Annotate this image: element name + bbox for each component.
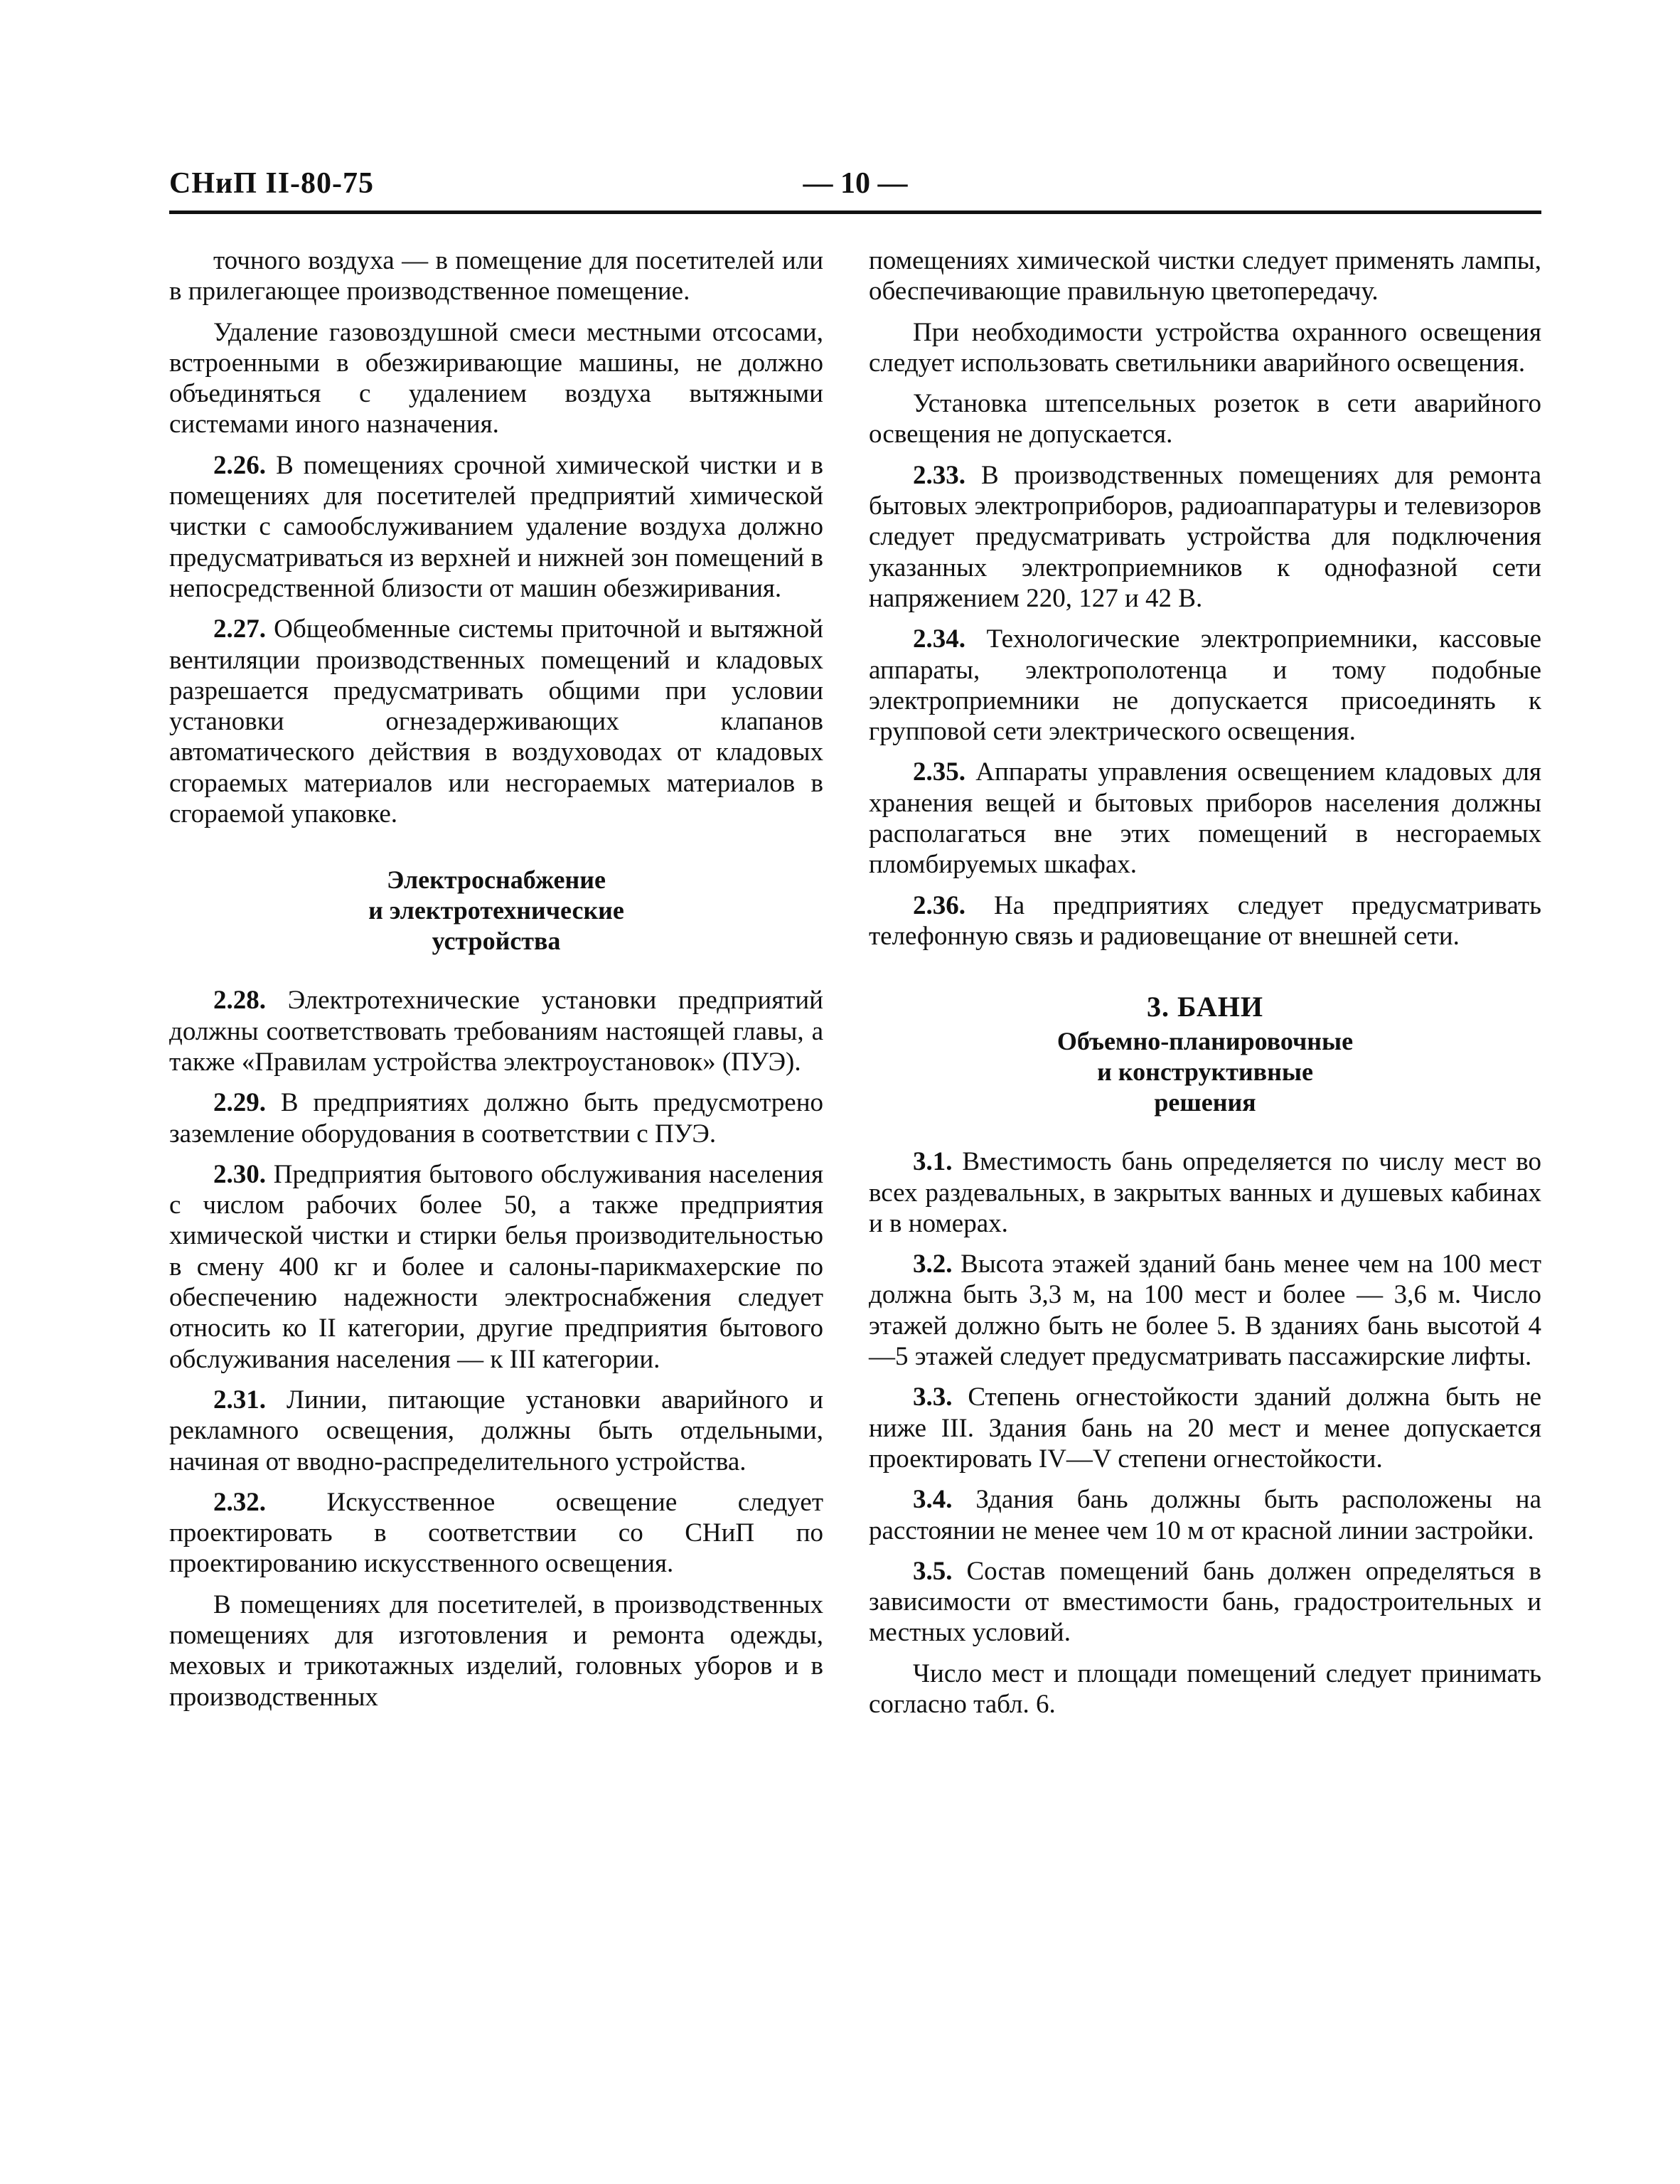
paragraph-text: Состав помещений бань должен определяться в зависимости от вместимости бань, градостроительных и местных условий. xyxy=(869,1556,1542,1648)
paragraph xyxy=(869,1146,1541,1239)
paragraph-text: помещениях химической чистки следует применять лампы, обеспечивающие правильную цветопередачу. xyxy=(869,246,1541,307)
section-title-baths: 3. БАНИ xyxy=(1146,991,1264,1023)
paragraph xyxy=(169,1589,823,1712)
page-header xyxy=(169,164,1541,214)
clause-number: 2.31. xyxy=(213,1385,266,1415)
heading-line: Объемно-планировочные xyxy=(1056,1027,1354,1056)
paragraph-text: Установка штепсельных розеток в сети аварийного освещения не допускается. xyxy=(869,389,1541,449)
paragraph xyxy=(869,388,1541,450)
clause-number: 2.27. xyxy=(213,614,266,644)
paragraph-text: Линии, питающие установки аварийного и рекламного освещения, должны быть отдельными, начиная от вводно-распределительного устройства. xyxy=(169,1385,823,1476)
paragraph xyxy=(869,1249,1541,1372)
paragraph-text: Предприятия бытового обслуживания населения с числом рабочих более 50, а также предприятия химической чистки и стирки белья производительностью в смену 400 кг и более и салоны-парикмахерские по обеспечению надежности электроснабжения следует относить ко II категории, другие предприятия бытового обслуживания населения — к III категории. xyxy=(169,1159,823,1374)
clause-number: 2.35. xyxy=(913,757,965,787)
clause-number: 2.30. xyxy=(213,1159,266,1189)
clause-number: 3.3. xyxy=(913,1383,953,1412)
clause-number: 3.5. xyxy=(913,1556,953,1586)
paragraph-text: Удаление газовоздушной смеси местными отсосами, встроенными в обезжиривающие машины, не должно объединяться с удалением воздуха вытяжными системами иного назначения. xyxy=(169,317,823,440)
paragraph xyxy=(869,1484,1541,1546)
document-code: СНиП II-80-75 xyxy=(169,167,375,200)
paragraph xyxy=(169,985,823,1077)
paragraph xyxy=(869,460,1541,614)
paragraph xyxy=(169,450,823,604)
paragraph xyxy=(869,624,1541,747)
heading-line: устройства xyxy=(432,927,561,956)
section-heading-electric xyxy=(169,865,823,957)
right-paragraphs xyxy=(869,245,1541,952)
paragraph-text: Электротехнические установки предприятий должны соответствовать требованиям настоящей главы, а также «Правилам устройства электроустановок» (ПУЭ). xyxy=(169,986,823,1077)
paragraph-text: Число мест и площади помещений следует принимать согласно табл. 6. xyxy=(869,1658,1541,1719)
paragraph-text: Искусственное освещение следует проектировать в соответствии со СНиП по проектированию искусственного освещения. xyxy=(169,1487,824,1579)
paragraph-text: Степень огнестойкости зданий должна быть не ниже III. Здания бань на 20 мест и менее допускается проектировать IV—V степени огнестойкости. xyxy=(869,1383,1541,1474)
paragraph-text: Здания бань должны быть расположены на расстоянии не менее чем 10 м от красной линии застройки. xyxy=(869,1485,1541,1545)
left-paragraphs xyxy=(169,245,823,829)
heading-line: и электротехнические xyxy=(368,896,624,925)
paragraph-text: В помещениях для посетителей, в производственных помещениях для изготовления и ремонта одежды, меховых и трикотажных изделий, головных уборов и в производственных xyxy=(169,1589,823,1712)
left-paragraphs-after xyxy=(169,985,823,1712)
paragraph xyxy=(169,614,823,829)
paragraph xyxy=(169,317,823,440)
paragraph-text: В производственных помещениях для ремонта бытовых электроприборов, радиоаппаратуры и телевизоров следует предусматривать устройства для подключения указанных электроприемников к однофазной сети напряжением 220, 127 и 42 В. xyxy=(869,460,1542,613)
clause-number: 2.26. xyxy=(213,450,266,480)
paragraph-text: При необходимости устройства охранного освещения следует использовать светильники аварийного освещения. xyxy=(869,317,1541,378)
paragraph-text: Высота этажей зданий бань менее чем на 100 мест должна быть 3,3 м, на 100 мест и более — 3,6 м. Число этажей должно быть не более 5. В зданиях бань высотой 4—5 этажей следует предусматривать пассажирские лифты. xyxy=(869,1250,1541,1372)
clause-number: 2.32. xyxy=(213,1487,266,1517)
paragraph-text: В помещениях срочной химической чистки и в помещениях для посетителей предприятий химической чистки с самообслуживанием удаление воздуха должно предусматриваться из верхней и нижней зон помещений в непосредственной близости от машин обезжиривания. xyxy=(169,450,824,603)
clause-number: 2.34. xyxy=(913,624,965,654)
paragraph-text: В предприятиях должно быть предусмотрено заземление оборудования в соответствии с ПУЭ. xyxy=(169,1088,824,1149)
heading-line: решения xyxy=(1154,1088,1256,1117)
clause-number: 2.28. xyxy=(213,986,266,1016)
paragraph xyxy=(869,890,1541,952)
clause-number: 3.2. xyxy=(913,1250,953,1279)
right-column xyxy=(869,245,1541,1720)
paragraph xyxy=(169,1087,823,1149)
paragraph xyxy=(869,317,1541,379)
clause-number: 3.1. xyxy=(913,1147,953,1177)
right-paragraphs-after xyxy=(869,1146,1541,1720)
paragraph xyxy=(869,245,1541,307)
paragraph xyxy=(869,757,1541,880)
clause-number: 2.29. xyxy=(213,1088,266,1118)
paragraph-text: Общеобменные системы приточной и вытяжной вентиляции производственных помещений и кладовых разрешается предусматривать общими при условии установки огнезадерживающих клапанов автоматического действия в воздуховодах от кладовых сгораемых материалов или несгораемых материалов в сгораемой упаковке. xyxy=(169,614,824,829)
section-heading-baths xyxy=(869,1026,1541,1118)
paragraph xyxy=(869,1658,1541,1720)
clause-number: 3.4. xyxy=(913,1485,953,1515)
clause-number: 2.33. xyxy=(913,460,965,490)
paragraph-text: Вместимость бань определяется по числу мест во всех раздевальных, в закрытых ванных и душевых кабинах и в номерах. xyxy=(869,1147,1541,1238)
paragraph xyxy=(869,1556,1541,1648)
left-column xyxy=(169,245,823,1712)
heading-line: Электроснабжение xyxy=(387,865,606,895)
heading-line: и конструктивные xyxy=(1097,1058,1313,1087)
paragraph-text: Аппараты управления освещением кладовых для хранения вещей и бытовых приборов населения должны располагаться вне этих помещений в несгораемых пломбируемых шкафах. xyxy=(869,757,1542,880)
paragraph-text: На предприятиях следует предусматривать телефонную связь и радиовещание от внешней сети. xyxy=(869,890,1541,951)
paragraph xyxy=(169,1159,823,1375)
clause-number: 2.36. xyxy=(913,890,965,920)
paragraph-text: точного воздуха — в помещение для посетителей или в прилегающее производственное помещение. xyxy=(169,246,823,307)
page-number: — 10 — xyxy=(803,167,908,200)
paragraph-text: Технологические электроприемники, кассовые аппараты, электрополотенца и тому подобные электроприемники не допускается присоединять к групповой сети электрического освещения. xyxy=(869,624,1542,747)
paragraph xyxy=(169,245,823,307)
paragraph xyxy=(169,1487,823,1580)
paragraph xyxy=(869,1382,1541,1474)
paragraph xyxy=(169,1385,823,1477)
